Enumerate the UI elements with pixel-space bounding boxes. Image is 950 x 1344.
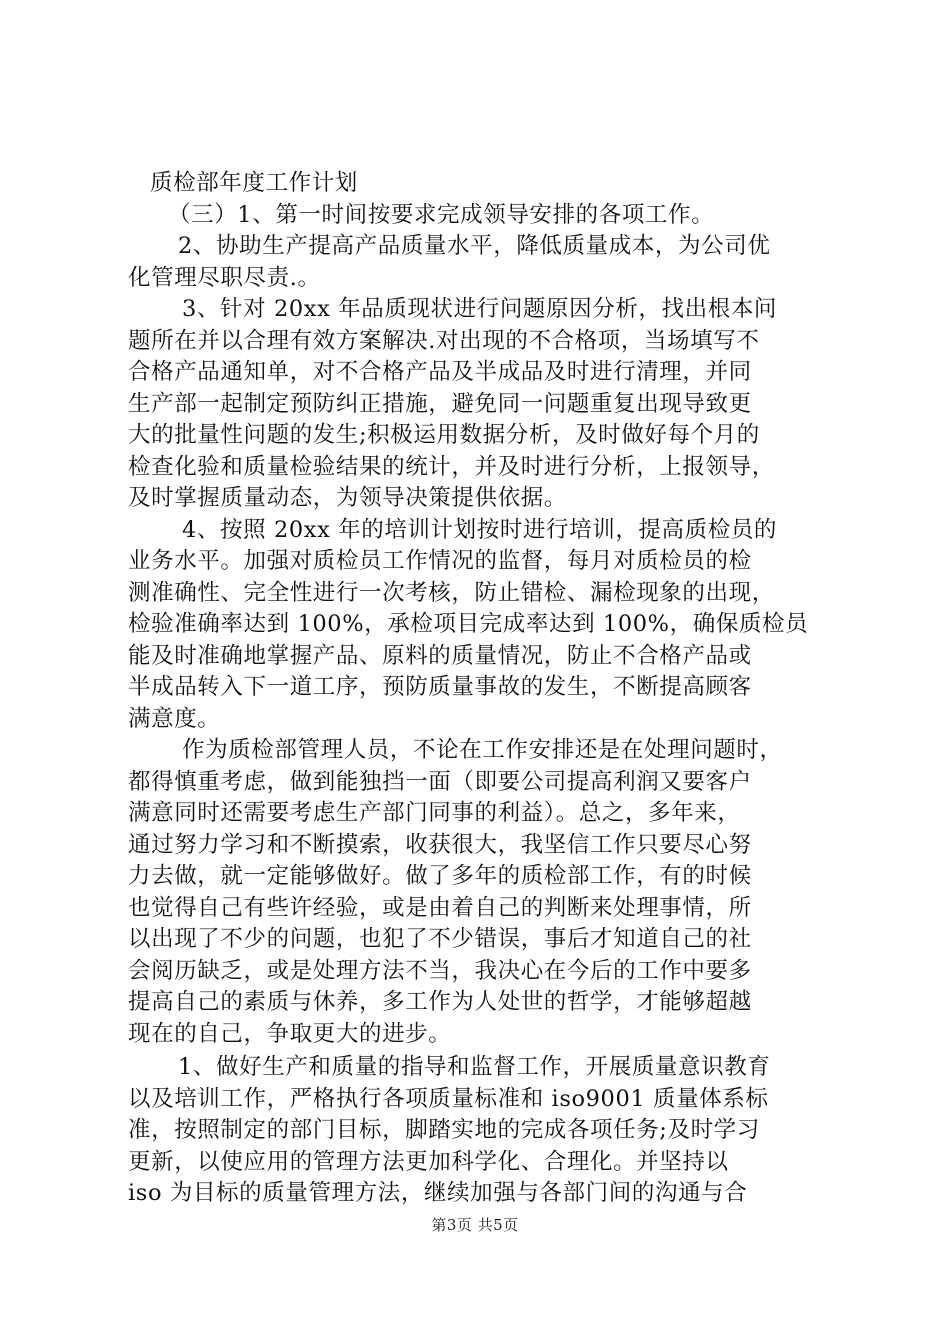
paragraph-line: 也觉得自己有些许经验，或是由着自己的判断来处理事情，所 (128, 894, 752, 921)
paragraph-line: 检验准确率达到 100%，承检项目完成率达到 100%，确保质检员 (128, 611, 809, 637)
paragraph-line: 检查化验和质量检验结果的统计，并及时进行分析，上报领导， (128, 453, 775, 480)
paragraph-line: 作为质检部管理人员，不论在工作安排还是在处理问题时， (182, 737, 783, 763)
paragraph-line: 半成品转入下一道工序，预防质量事故的发生，不断提高顾客 (128, 674, 752, 700)
paragraph-line: 提高自己的素质与休养，多工作为人处世的哲学，才能够超越 (128, 989, 752, 1015)
paragraph-line: 及时掌握质量动态，为领导决策提供依据。 (128, 485, 567, 511)
paragraph-line: 1、做好生产和质量的指导和监督工作，开展质量意识教育 (178, 1054, 771, 1080)
paragraph-line: 准，按照制定的部门目标，脚踏实地的完成各项任务;及时学习 (128, 1117, 760, 1143)
paragraph-line: 3、针对 20xx 年品质现状进行问题原因分析，找出根本问 (182, 296, 778, 322)
paragraph-line: 更新，以使应用的管理方法更加科学化、合理化。并坚持以 (128, 1148, 729, 1175)
paragraph-line: 4、按照 20xx 年的培训计划按时进行培训，提高质检员的 (182, 516, 778, 543)
paragraph-line: 测准确性、完全性进行一次考核，防止错检、漏检现象的出现， (128, 579, 775, 606)
paragraph-line: 业务水平。加强对质检员工作情况的监督，每月对质检员的检 (128, 548, 752, 574)
paragraph-line: 合格产品通知单，对不合格产品及半成品及时进行清理，并同 (128, 359, 752, 385)
document-body (128, 168, 828, 1210)
paragraph-line: iso 为目标的质量管理方法，继续加强与各部门间的沟通与合 (128, 1180, 748, 1206)
paragraph-line: 2、协助生产提高产品质量水平，降低质量成本，为公司优 (178, 233, 771, 259)
paragraph-line: 会阅历缺乏，或是处理方法不当，我决心在今后的工作中要多 (128, 957, 752, 984)
paragraph-line: 能及时准确地掌握产品、原料的质量情况，防止不合格产品或 (128, 642, 752, 669)
paragraph-line: 以出现了不少的问题，也犯了不少错误，事后才知道自己的社 (128, 926, 752, 952)
document-title: 质检部年度工作计划 (150, 170, 358, 196)
paragraph-line: 化管理尽职尽责.。 (128, 264, 321, 291)
paragraph-line: 生产部一起制定预防纠正措施，避免同一问题重复出现导致更 (128, 390, 752, 417)
paragraph-line: 力去做，就一定能够做好。做了多年的质检部工作，有的时候 (128, 863, 752, 889)
paragraph-line: 满意同时还需要考虑生产部门同事的利益）。总之，多年来， (128, 800, 741, 826)
paragraph-line: 以及培训工作，严格执行各项质量标准和 iso9001 质量体系标 (128, 1085, 769, 1112)
page-number-footer: 第3页 共5页 (431, 1216, 519, 1234)
paragraph-line: 大的批量性问题的发生;积极运用数据分析，及时做好每个月的 (128, 422, 760, 448)
paragraph-line: 题所在并以合理有效方案解决.对出现的不合格项，当场填写不 (128, 327, 760, 354)
paragraph-line: 通过努力学习和不断摸索，收获很大，我坚信工作只要尽心努 (128, 831, 752, 858)
paragraph-line: 满意度。 (128, 705, 221, 732)
paragraph-line: 现在的自己，争取更大的进步。 (128, 1020, 452, 1047)
paragraph-line: （三）1、第一时间按要求完成领导安排的各项工作。 (168, 201, 715, 228)
paragraph-line: 都得慎重考虑，做到能独挡一面（即要公司提高利润又要客户 (128, 768, 752, 795)
